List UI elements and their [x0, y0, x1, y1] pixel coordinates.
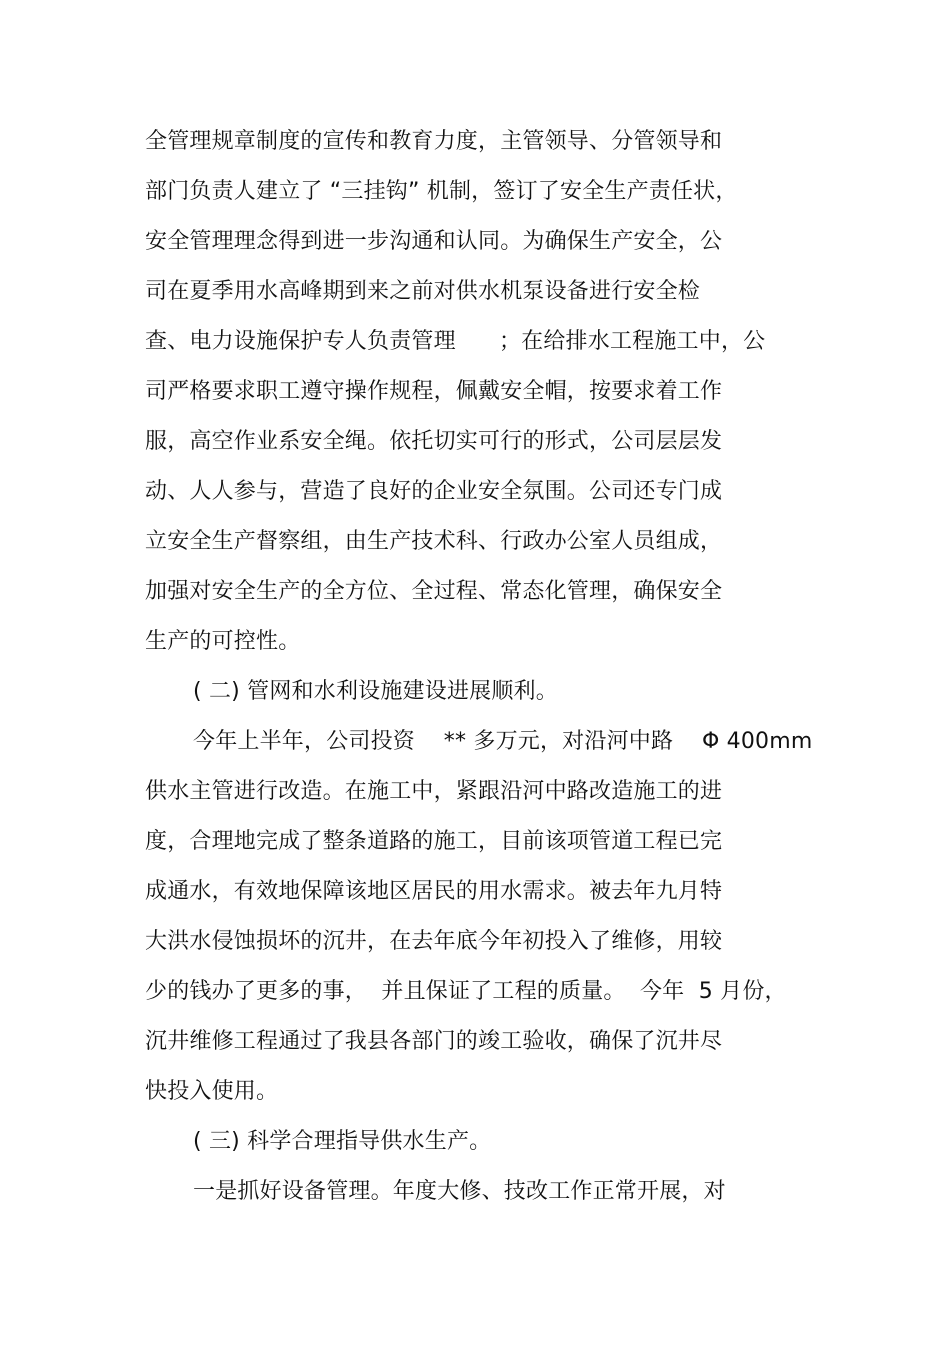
text-line: 供水主管进行改造。在施工中，紧跟沿河中路改造施工的进: [145, 779, 723, 804]
section-heading: ( 二) 管网和水利设施建设进展顺利。: [193, 679, 558, 704]
text-line: 立安全生产督察组，由生产技术科、行政办公室人员组成，: [145, 529, 723, 554]
text-line: 全管理规章制度的宣传和教育力度，主管领导、分管领导和: [145, 129, 723, 154]
section-heading: ( 三) 科学合理指导供水生产。: [193, 1129, 492, 1154]
text-line: 生产的可控性。: [145, 629, 301, 654]
text-line: 加强对安全生产的全方位、全过程、常态化管理，确保安全: [145, 579, 723, 604]
text-line: 部门负责人建立了 “三挂钩” 机制，签订了安全生产责任状，: [145, 179, 738, 204]
text-line: 成通水，有效地保障该地区居民的用水需求。被去年九月特: [145, 879, 723, 904]
text-line: 司在夏季用水高峰期到来之前对供水机泵设备进行安全检: [145, 279, 701, 304]
text-line: 少的钱办了更多的事， 并且保证了工程的质量。 今年 5 月份，: [145, 979, 787, 1004]
paragraph-first-line: 今年上半年，公司投资 ** 多万元，对沿河中路 Φ 400mm: [193, 729, 813, 754]
text-line: 司严格要求职工遵守操作规程，佩戴安全帽，按要求着工作: [145, 379, 723, 404]
text-line: 查、电力设施保护专人负责管理 ；在给排水工程施工中，公: [145, 329, 766, 354]
text-line: 沉井维修工程通过了我县各部门的竣工验收，确保了沉井尽: [145, 1029, 723, 1054]
text-line: 度，合理地完成了整条道路的施工，目前该项管道工程已完: [145, 829, 723, 854]
text-line: 动、人人参与，营造了良好的企业安全氛围。公司还专门成: [145, 479, 723, 504]
text-line: 快投入使用。: [145, 1079, 279, 1104]
paragraph-first-line: 一是抓好设备管理。年度大修、技改工作正常开展，对: [193, 1179, 726, 1204]
text-line: 服，高空作业系安全绳。依托切实可行的形式，公司层层发: [145, 429, 723, 454]
text-line: 大洪水侵蚀损坏的沉井，在去年底今年初投入了维修，用较: [145, 929, 723, 954]
text-line: 安全管理理念得到进一步沟通和认同。为确保生产安全，公: [145, 229, 723, 254]
